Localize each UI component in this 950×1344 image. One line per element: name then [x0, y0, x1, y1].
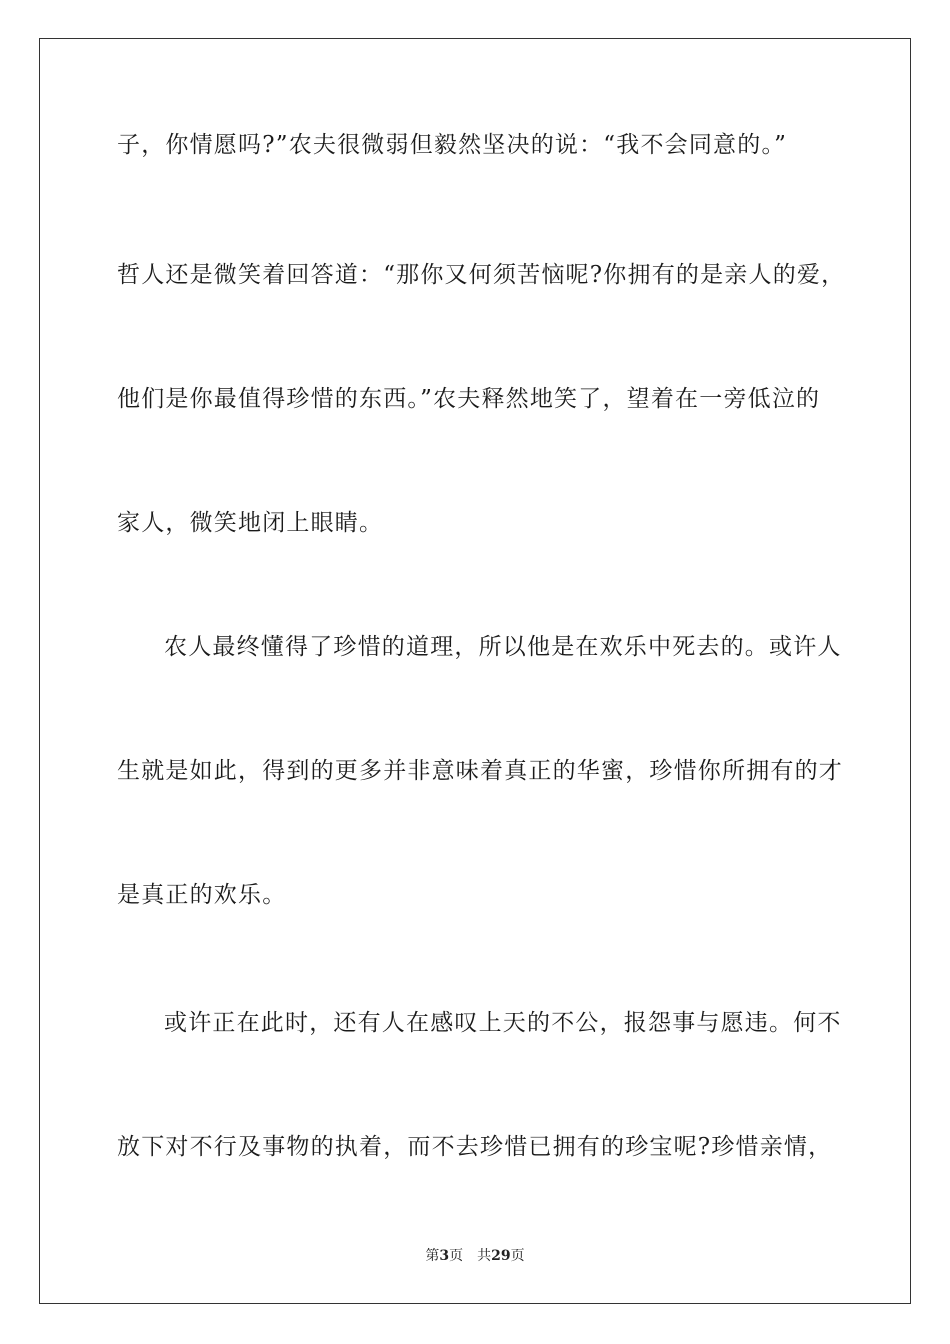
text-line-8: 或许正在此时，还有人在感叹上天的不公，报怨事与愿违。何不 [164, 1010, 842, 1036]
text-line-2: 哲人还是微笑着回答道：“那你又何须苦恼呢?你拥有的是亲人的爱， [117, 262, 846, 288]
footer-total-suffix: 页 [510, 1248, 525, 1264]
page-footer [0, 1246, 950, 1266]
text-line-7: 是真正的欢乐。 [117, 882, 287, 908]
text-line-4: 家人，微笑地闭上眼睛。 [117, 510, 384, 536]
text-line-3: 他们是你最值得珍惜的东西。”农夫释然地笑了，望着在一旁低泣的 [117, 386, 821, 412]
text-line-1: 子，你情愿吗?”农夫很微弱但毅然坚决的说：“我不会同意的。” [117, 132, 788, 158]
text-line-9: 放下对不行及事物的执着，而不去珍惜已拥有的珍宝呢?珍惜亲情， [117, 1134, 833, 1160]
footer-page-number: 3 [439, 1248, 450, 1264]
page-border [39, 38, 911, 1304]
footer-page-prefix: 第 [425, 1248, 440, 1264]
footer-total-pages: 29 [491, 1248, 511, 1264]
footer-total-prefix: 共 [477, 1248, 492, 1264]
text-line-5: 农人最终懂得了珍惜的道理，所以他是在欢乐中死去的。或许人 [164, 634, 842, 660]
text-line-6: 生就是如此，得到的更多并非意味着真正的华蜜，珍惜你所拥有的才 [117, 758, 843, 784]
footer-page-suffix: 页 [449, 1248, 464, 1264]
